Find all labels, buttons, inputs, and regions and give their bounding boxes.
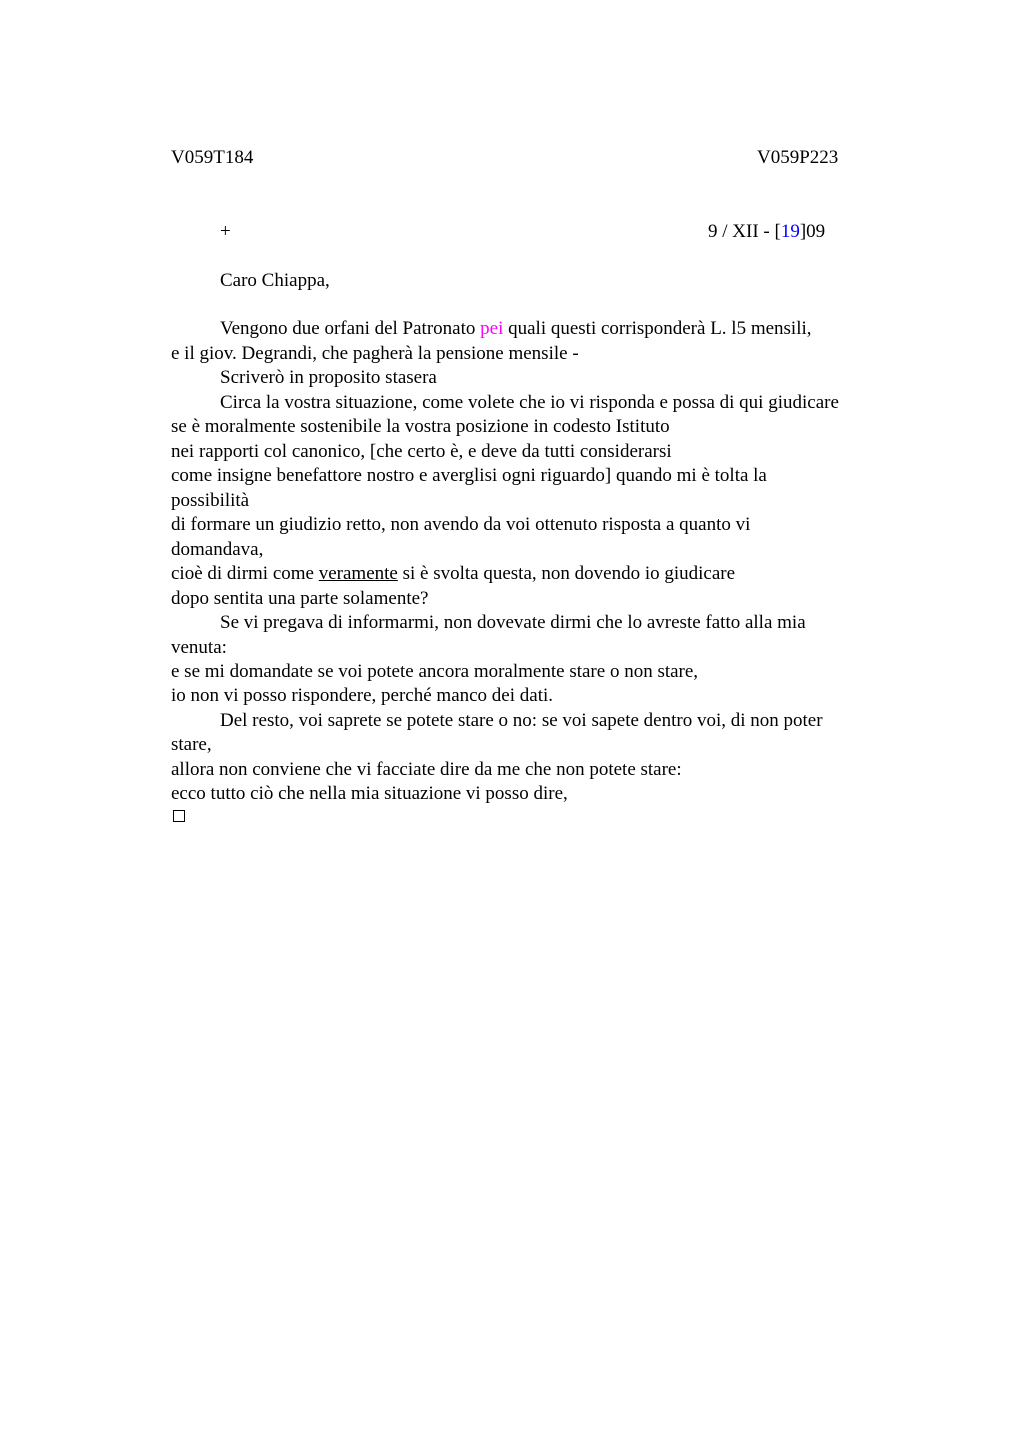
body-line: di formare un giudizio retto, non avendo da voi ottenuto risposta a quanto vi — [171, 514, 751, 535]
body-line: Scriverò in proposito stasera — [220, 367, 437, 388]
body-line: come insigne benefattore nostro e averglisi ogni riguardo] quando mi è tolta la — [171, 465, 767, 486]
underlined-word: veramente — [318, 563, 398, 584]
date-prefix: 9 / XII - [ — [708, 221, 781, 242]
body-line: ecco tutto ciò che nella mia situazione vi posso dire, — [171, 783, 568, 804]
archive-code-right: V059P223 — [757, 147, 839, 168]
line-text: quali questi corrisponderà L. l5 mensili, — [503, 318, 812, 339]
body-line: Circa la vostra situazione, come volete che io vi risponda e possa di qui giudicare — [220, 392, 839, 413]
body-line: se è moralmente sostenibile la vostra posizione in codesto Istituto — [171, 416, 670, 437]
checkbox-icon — [173, 810, 185, 822]
body-line: e se mi domandate se voi potete ancora moralmente stare o non stare, — [171, 661, 699, 682]
body-line: Se vi pregava di informarmi, non dovevate dirmi che lo avreste fatto alla mia — [220, 612, 806, 633]
body-line: domandava, — [171, 539, 264, 560]
line-text: Vengono due orfani del Patronato — [220, 318, 481, 339]
body-line: e il giov. Degrandi, che pagherà la pensione mensile - — [171, 343, 579, 364]
letter-date — [708, 220, 825, 244]
line-text: si è svolta questa, non dovendo io giudicare — [397, 563, 736, 584]
body-line: dopo sentita una parte solamente? — [171, 588, 429, 609]
body-line: nei rapporti col canonico, [che certo è, e deve da tutti considerarsi — [171, 441, 672, 462]
salutation: Caro Chiappa, — [220, 270, 330, 291]
body-line: Del resto, voi saprete se potete stare o no: se voi sapete dentro voi, di non poter — [220, 710, 823, 731]
body-line: venuta: — [171, 637, 227, 658]
body-line: stare, — [171, 734, 212, 755]
body-line — [220, 317, 812, 341]
date-century: 19 — [780, 221, 800, 242]
body-line — [171, 562, 735, 586]
date-suffix: ]09 — [799, 221, 826, 242]
body-line: allora non conviene che vi facciate dire da me che non potete stare: — [171, 759, 682, 780]
body-line: possibilità — [171, 490, 250, 511]
cross-symbol: + — [220, 221, 231, 242]
archive-code-left: V059T184 — [171, 147, 254, 168]
highlighted-word: pei — [480, 318, 504, 339]
body-line: io non vi posso rispondere, perché manco dei dati. — [171, 685, 554, 706]
line-text: cioè di dirmi come — [171, 563, 319, 584]
